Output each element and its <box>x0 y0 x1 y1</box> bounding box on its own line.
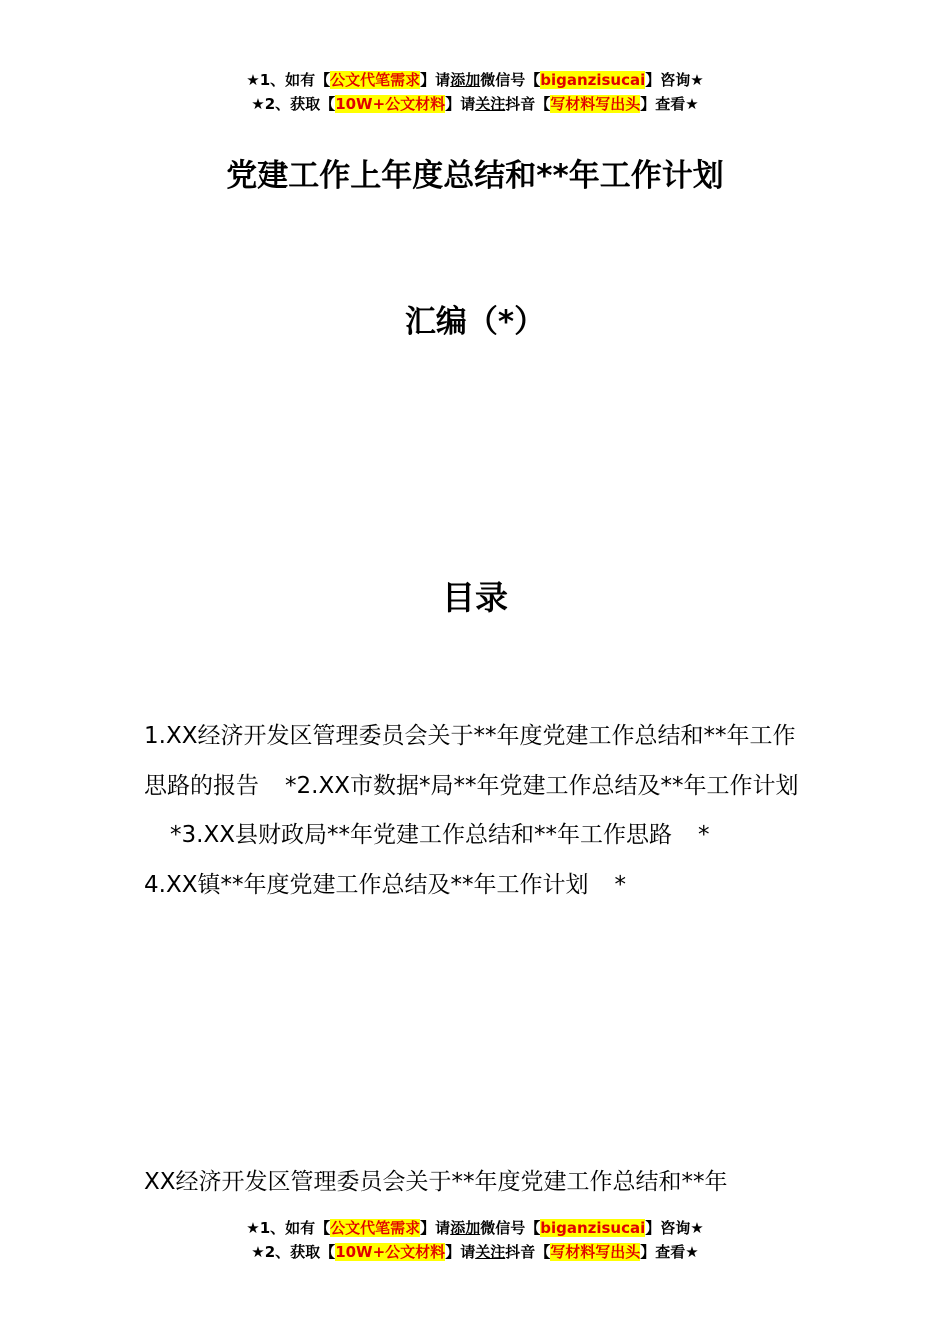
document-subtitle: 汇编（*） <box>404 304 546 340</box>
banner-text: 】请 <box>445 1243 476 1261</box>
banner-text: 】咨询★ <box>645 1219 704 1237</box>
banner-text: 微信号【 <box>480 71 541 89</box>
banner-text: ★2、获取【 <box>251 1243 336 1261</box>
toc-marker: * <box>170 822 182 848</box>
banner-text: ★1、如有【 <box>246 1219 331 1237</box>
douyin-highlight: 写材料写出头 <box>550 95 641 113</box>
document-title: 党建工作上年度总结和**年工作计划 <box>226 158 724 194</box>
banner-text: ★1、如有【 <box>246 71 331 89</box>
banner-text: 】咨询★ <box>645 71 704 89</box>
toc-heading: 目录 <box>442 578 508 617</box>
material-highlight: 10W+公文材料 <box>335 1243 446 1261</box>
toc-paragraph <box>144 861 810 911</box>
banner-text: 】查看★ <box>640 1243 699 1261</box>
banner-text: 】请 <box>445 95 476 113</box>
douyin-highlight: 写材料写出头 <box>550 1243 641 1261</box>
banner-line-2 <box>0 1240 950 1264</box>
banner-text: 抖音【 <box>505 1243 551 1261</box>
banner-line-1 <box>0 1216 950 1240</box>
action-text: 关注 <box>475 1243 506 1261</box>
toc-item-4: 4.XX镇**年度党建工作总结及**年工作计划 <box>144 871 589 898</box>
footer-banner <box>0 1216 950 1264</box>
banner-line-1 <box>0 68 950 92</box>
toc-marker: * <box>614 871 626 898</box>
service-highlight: 公文代笔需求 <box>330 71 421 89</box>
banner-text: 】请 <box>420 71 451 89</box>
banner-text: 微信号【 <box>480 1219 541 1237</box>
banner-text: 抖音【 <box>505 95 551 113</box>
banner-line-2 <box>0 92 950 116</box>
action-text: 添加 <box>450 71 481 89</box>
wechat-highlight: biganzisucai <box>540 71 646 89</box>
banner-text: 】查看★ <box>640 95 699 113</box>
banner-text: ★2、获取【 <box>251 95 336 113</box>
header-banner <box>0 68 950 116</box>
toc-item-3: 3.XX县财政局**年党建工作总结和**年工作思路 <box>181 822 672 848</box>
action-text: 添加 <box>450 1219 481 1237</box>
action-text: 关注 <box>475 95 506 113</box>
toc-item-1: 1.XX经济开发区管理委员会关于**年度党建工作总结和**年工作思路的报告 <box>144 723 796 799</box>
toc-marker: * <box>285 772 297 799</box>
banner-text: 】请 <box>420 1219 451 1237</box>
service-highlight: 公文代笔需求 <box>330 1219 421 1237</box>
section-heading: XX经济开发区管理委员会关于**年度党建工作总结和**年 <box>144 1169 728 1195</box>
toc-item-2: 2.XX市数据*局**年党建工作总结及**年工作计划 <box>296 772 799 799</box>
material-highlight: 10W+公文材料 <box>335 95 446 113</box>
toc-marker: * <box>697 822 710 848</box>
toc-paragraph <box>144 712 810 861</box>
wechat-highlight: biganzisucai <box>540 1219 646 1237</box>
table-of-contents <box>144 712 810 910</box>
